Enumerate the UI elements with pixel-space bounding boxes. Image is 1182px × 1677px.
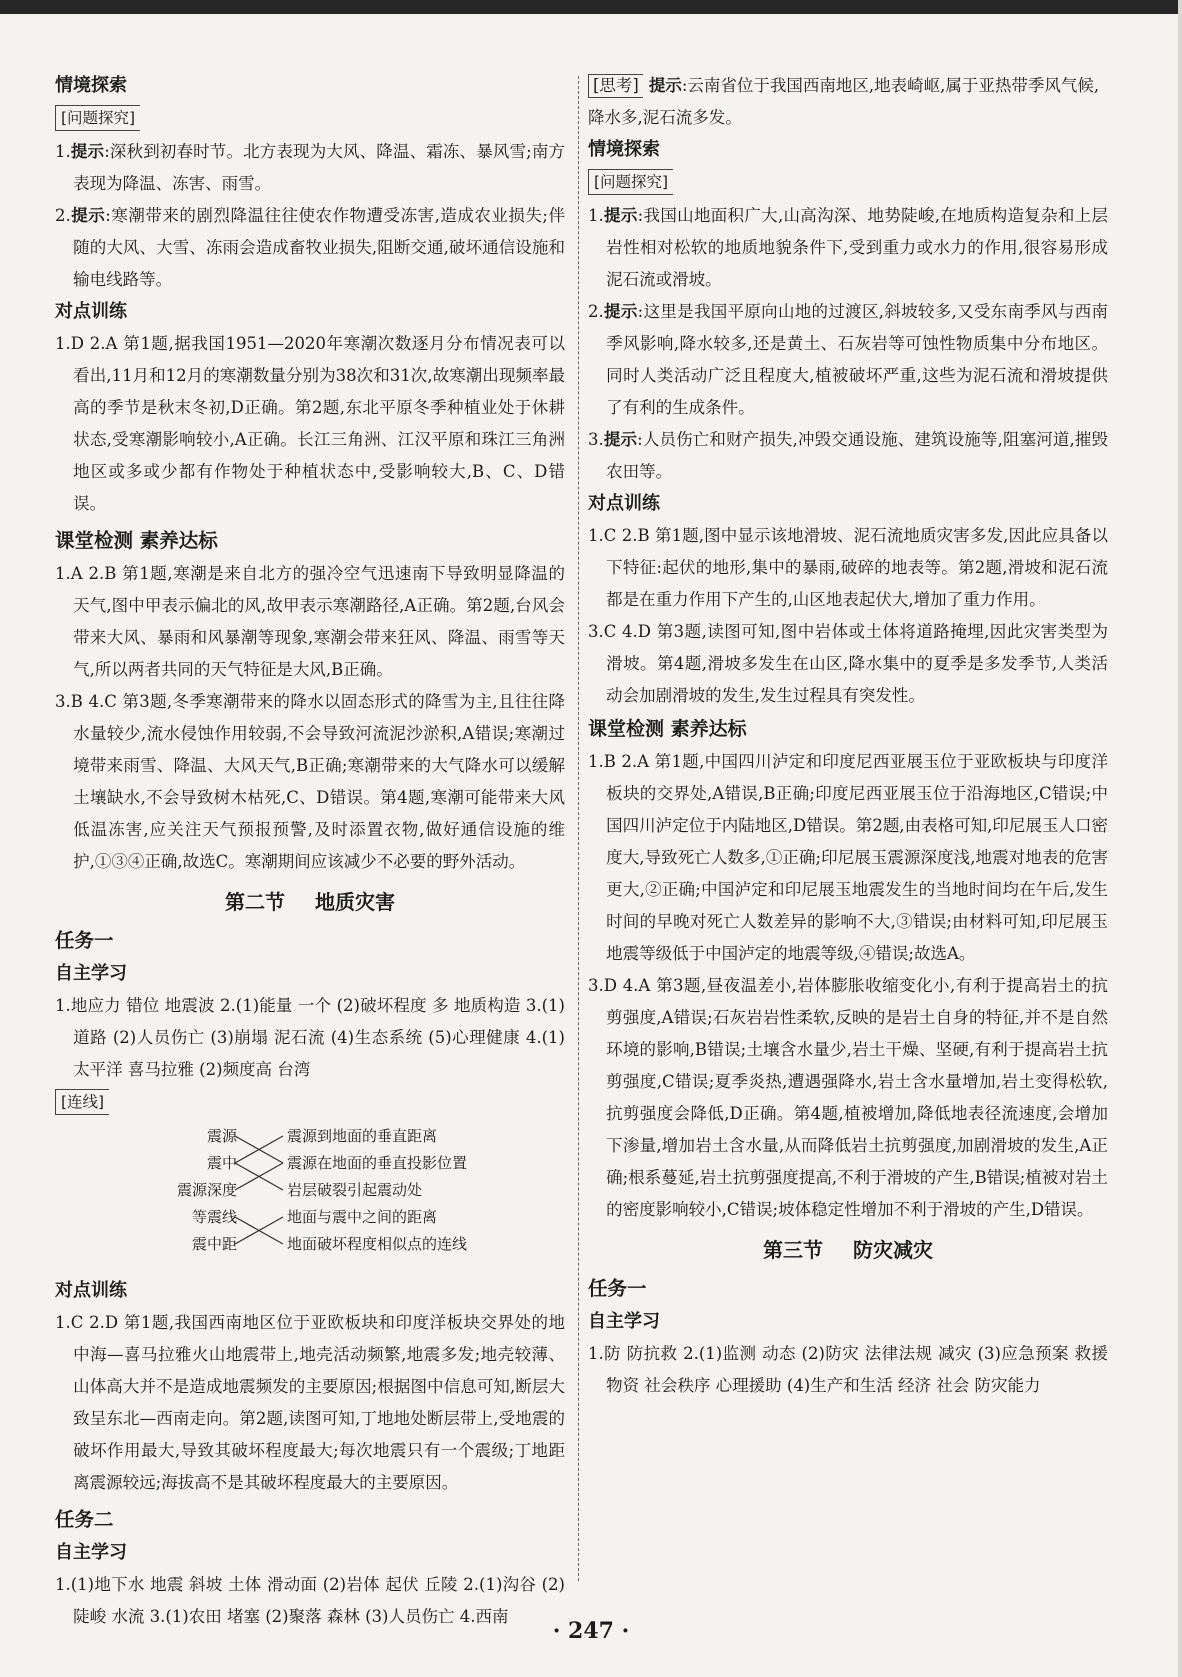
answer-item: 2.提示:寒潮带来的剧烈降温往往使农作物遭受冻害,造成农业损失;伴随的大风、大雪、冻雨会造成畜牧业损失,阻断交通,破坏通信设施和输电线路等。	[55, 206, 565, 289]
left-column	[55, 70, 565, 1633]
match-left-term: 震中	[206, 1154, 237, 1172]
think-note: [思考] 提示:云南省位于我国西南地区,地表崎岖,属于亚热带季风气候,降水多,泥石流多发。	[588, 76, 1100, 127]
heading-class-check: 课堂检测 素养达标	[588, 718, 747, 740]
heading-self-study: 自主学习	[588, 1311, 660, 1332]
match-left-term: 震源深度	[176, 1181, 237, 1199]
column-divider	[578, 76, 579, 1581]
tag-matching: [连线]	[55, 1089, 109, 1115]
answer-paragraph: 1.D 2.A 第1题,据我国1951—2020年寒潮次数逐月分布情况表可以看出,11月和12月的寒潮数量分别为38次和31次,故寒潮出现频率最高的季节是秋末冬初,D正确。第2题,东北平原冬季种植业处于休耕状态,受寒潮影响较小,A正确。长江三角洲、江汉平原和珠江三角洲地区或多或少都有作物处于种植状态中,受影响较大,B、C、D错误。	[55, 334, 565, 513]
answer-paragraph: 1.地应力 错位 地震波 2.(1)能量 一个 (2)破坏程度 多 地质构造 3.(1)道路 (2)人员伤亡 (3)崩塌 泥石流 (4)生态系统 (5)心理健康 4.(1)太平洋 喜马拉雅 (2)频度高 台湾	[55, 996, 565, 1079]
heading-scenario-explore: 情境探索	[588, 139, 660, 160]
tag-problem-explore: [问题探究]	[55, 105, 140, 131]
answer-item: 1.提示:深秋到初春时节。北方表现为大风、降温、霜冻、暴风雪;南方表现为降温、冻害、雨雪。	[55, 142, 565, 193]
answer-paragraph: 1.A 2.B 第1题,寒潮是来自北方的强冷空气迅速南下导致明显降温的天气,图中甲表示偏北的风,故甲表示寒潮路径,A正确。第2题,台风会带来大风、暴雨和风暴潮等现象,寒潮会带来狂风、降温、雨雪等天气,所以两者共同的天气特征是大风,B正确。	[55, 564, 565, 679]
section-title: 第三节 防灾减灾	[763, 1238, 933, 1262]
heading-point-training: 对点训练	[55, 301, 127, 322]
heading-task-1: 任务一	[588, 1277, 647, 1300]
page-edge	[1178, 0, 1182, 1677]
page-number: · 247 ·	[552, 1618, 630, 1644]
answer-paragraph: 1.防 防抗救 2.(1)监测 动态 (2)防灾 法律法规 减灾 (3)应急预案 救援物资 社会秩序 心理援助 (4)生产和生活 经济 社会 防灾能力	[588, 1344, 1108, 1395]
answer-item: 3.提示:人员伤亡和财产损失,冲毁交通设施、建筑设施等,阻塞河道,摧毁农田等。	[588, 430, 1108, 481]
heading-self-study: 自主学习	[55, 1542, 127, 1563]
answer-paragraph: 3.D 4.A 第3题,昼夜温差小,岩体膨胀收缩变化小,有利于提高岩土的抗剪强度,A错误;石灰岩岩性柔软,反映的是岩土自身的特征,并不是自然环境的影响,B错误;土壤含水量少,岩土干燥、坚硬,有利于提高岩土抗剪强度,C错误;夏季炎热,遭遇强降水,岩土含水量增加,岩土变得松软,抗剪强度会降低,D正确。第4题,植被增加,降低地表径流速度,会增加下渗量,增加岩土含水量,从而降低岩土抗剪强度,加剧滑坡的发生,A正确;根系蔓延,岩土抗剪强度提高,不利于滑坡的产生,B错误;植被对岩土的密度影响较小,C错误;坡体稳定性增加不利于滑坡的产生,D错误。	[588, 976, 1108, 1219]
right-column	[588, 70, 1108, 1402]
answer-paragraph: 3.C 4.D 第3题,读图可知,图中岩体或土体将道路掩埋,因此灾害类型为滑坡。第4题,滑坡多发生在山区,降水集中的夏季是多发季节,人类活动会加剧滑坡的发生,发生过程具有突发性。	[588, 622, 1108, 705]
answer-paragraph: 1.B 2.A 第1题,中国四川泸定和印度尼西亚展玉位于亚欧板块与印度洋板块的交界处,A错误,B正确;印度尼西亚展玉位于沿海地区,C错误;中国四川泸定位于内陆地区,D错误。第2题,由表格可知,印尼展玉人口密度大,导致死亡人数多,①正确;印尼展玉震源深度浅,地震对地表的危害更大,②正确;中国泸定和印尼展玉地震发生的当地时间均在午后,发生时间的早晚对死亡人数差异的影响不大,③错误;由材料可知,印尼展玉地震等级低于中国泸定的地震等级,④错误;故选A。	[588, 752, 1108, 963]
match-left-term: 等震线	[191, 1208, 237, 1226]
top-scan-bar	[0, 0, 1182, 14]
heading-scenario-explore: 情境探索	[55, 75, 127, 96]
answer-item: 2.提示:这里是我国平原向山地的过渡区,斜坡较多,又受东南季风与西南季风影响,降水较多,还是黄土、石灰岩等可蚀性物质集中分布地区。同时人类活动广泛且程度大,植被破坏严重,这些为泥石流和滑坡提供了有利的生成条件。	[588, 302, 1108, 417]
match-right-definition: 地面与震中之间的距离	[287, 1208, 438, 1226]
heading-task-1: 任务一	[55, 929, 114, 952]
match-right-definition: 震源到地面的垂直距离	[287, 1127, 438, 1145]
match-right-definition: 地面破坏程度相似点的连线	[287, 1235, 468, 1253]
section-title: 第二节 地质灾害	[225, 890, 395, 914]
match-right-definition: 岩层破裂引起震动处	[287, 1181, 423, 1199]
answer-paragraph: 3.B 4.C 第3题,冬季寒潮带来的降水以固态形式的降雪为主,且往往降水量较少,流水侵蚀作用较弱,不会导致河流泥沙淤积,A错误;寒潮过境带来雨雪、降温、大风天气,B正确;寒潮带来的大气降水可以缓解土壤缺水,不会导致树木枯死,C、D错误。第4题,寒潮可能带来大风低温冻害,应关注天气预报预警,及时添置衣物,做好通信设施的维护,①③④正确,故选C。寒潮期间应该减少不必要的野外活动。	[55, 692, 565, 871]
answer-item: 1.提示:我国山地面积广大,山高沟深、地势陡峻,在地质构造复杂和上层岩性相对松软的地质地貌条件下,受到重力或水力的作用,很容易形成泥石流或滑坡。	[588, 206, 1108, 289]
match-left-term: 震中距	[191, 1235, 237, 1253]
heading-task-2: 任务二	[55, 1508, 114, 1531]
match-right-definition: 震源在地面的垂直投影位置	[287, 1154, 468, 1172]
heading-point-training: 对点训练	[588, 493, 660, 514]
heading-point-training: 对点训练	[55, 1280, 127, 1301]
heading-class-check: 课堂检测 素养达标	[55, 529, 218, 552]
heading-self-study: 自主学习	[55, 963, 127, 984]
answer-paragraph: 1.(1)地下水 地震 斜坡 土体 滑动面 (2)岩体 起伏 丘陵 2.(1)沟谷 (2)陡峻 水流 3.(1)农田 堵塞 (2)聚落 森林 (3)人员伤亡 4.西南	[55, 1575, 565, 1626]
answer-paragraph: 1.C 2.B 第1题,图中显示该地滑坡、泥石流地质灾害多发,因此应具备以下特征:起伏的地形,集中的暴雨,破碎的地表等。第2题,滑坡和泥石流都是在重力作用下产生的,山区地表起伏大,增加了重力作用。	[588, 526, 1108, 609]
matching-diagram	[55, 1124, 565, 1269]
match-left-term: 震源	[206, 1127, 237, 1145]
tag-problem-explore: [问题探究]	[588, 169, 673, 195]
answer-paragraph: 1.C 2.D 第1题,我国西南地区位于亚欧板块和印度洋板块交界处的地中海—喜马拉雅火山地震带上,地壳活动频繁,地震多发;地壳较薄、山体高大并不是造成地震频发的主要原因;根据图中信息可知,断层大致呈东北—西南走向。第2题,读图可知,丁地地处断层带上,受地震的破坏作用最大,导致其破坏程度最大;每次地震只有一个震级;丁地距离震源较远;海拔高不是其破坏程度最大的主要原因。	[55, 1313, 565, 1492]
